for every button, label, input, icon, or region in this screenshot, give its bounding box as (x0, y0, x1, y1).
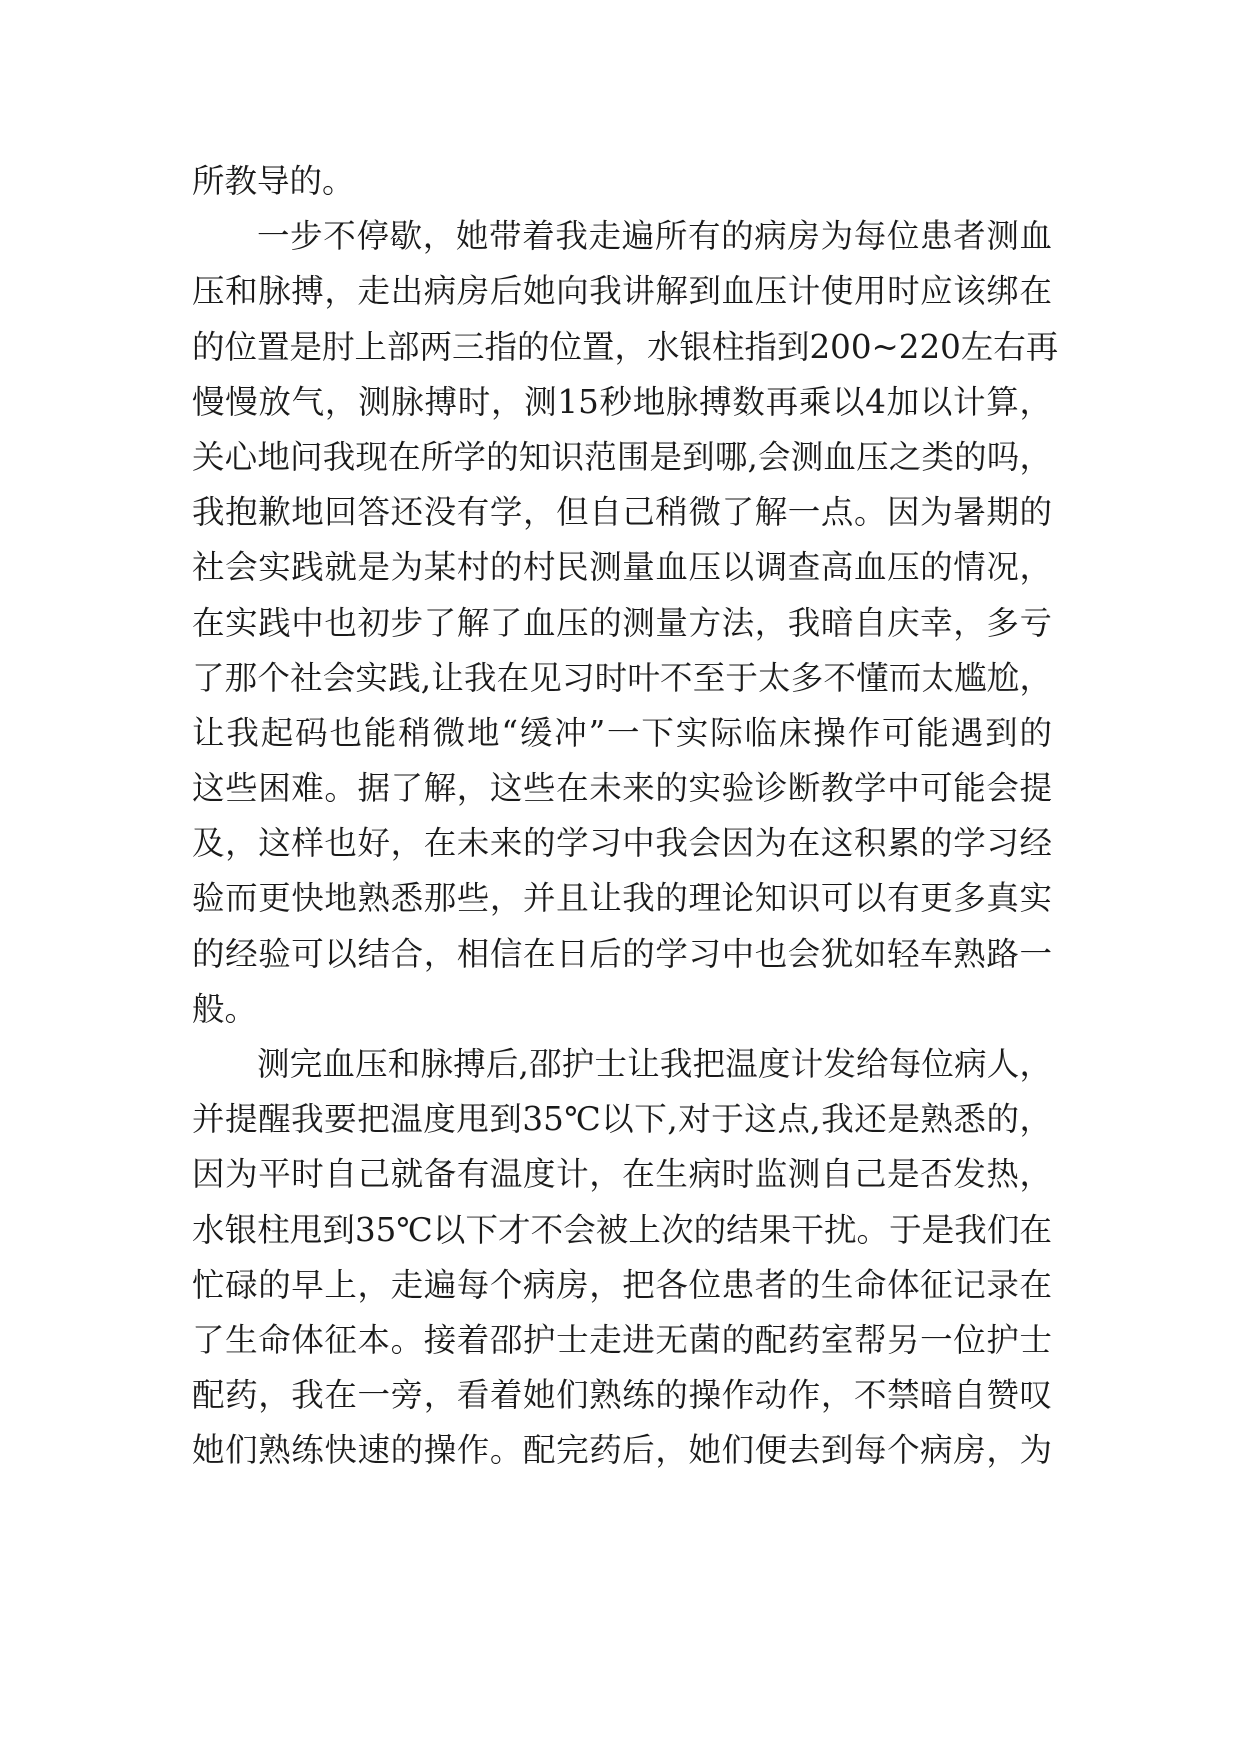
text-line-15: 的经验可以结合，相信在日后的学习中也会犹如轻车熟路一 (192, 934, 1052, 973)
body-text (192, 154, 1059, 1479)
text-line-16: 般。 (192, 989, 258, 1028)
text-line-11: 让我起码也能稍微地“缓冲”一下实际临床操作可能遇到的 (192, 713, 1052, 752)
text-line-2: 一步不停歇，她带着我走遍所有的病房为每位患者测血 (257, 217, 1052, 256)
text-line-9: 在实践中也初步了解了血压的测量方法，我暗自庆幸，多亏 (192, 603, 1052, 642)
text-line-13: 及，这样也好，在未来的学习中我会因为在这积累的学习经 (192, 824, 1052, 863)
text-line-3: 压和脉搏，走出病房后她向我讲解到血压计使用时应该绑在 (192, 272, 1052, 311)
text-line-20: 水银柱甩到35℃以下才不会被上次的结果干扰。于是我们在 (192, 1210, 1052, 1249)
text-line-21: 忙碌的早上，走遍每个病房，把各位患者的生命体征记录在 (192, 1265, 1052, 1304)
text-line-24: 她们熟练快速的操作。配完药后，她们便去到每个病房，为 (192, 1431, 1052, 1470)
text-line-7: 我抱歉地回答还没有学，但自己稍微了解一点。因为暑期的 (192, 493, 1052, 532)
text-line-5: 慢慢放气，测脉搏时，测15秒地脉搏数再乘以4加以计算， (192, 382, 1052, 421)
text-line-10: 了那个社会实践,让我在见习时叶不至于太多不懂而太尴尬， (192, 658, 1052, 697)
text-line-6: 关心地问我现在所学的知识范围是到哪,会测血压之类的吗， (192, 437, 1052, 476)
text-line-4: 的位置是肘上部两三指的位置，水银柱指到200~220左右再 (192, 327, 1059, 366)
text-line-14: 验而更快地熟悉那些，并且让我的理论知识可以有更多真实 (192, 879, 1052, 918)
text-line-12: 这些困难。据了解，这些在未来的实验诊断教学中可能会提 (192, 769, 1052, 808)
text-line-8: 社会实践就是为某村的村民测量血压以调查高血压的情况， (192, 548, 1052, 587)
text-line-22: 了生命体征本。接着邵护士走进无菌的配药室帮另一位护士 (192, 1320, 1052, 1359)
text-line-1: 所教导的。 (192, 162, 355, 200)
text-line-19: 因为平时自己就备有温度计，在生病时监测自己是否发热， (192, 1155, 1052, 1194)
text-line-17: 测完血压和脉搏后,邵护士让我把温度计发给每位病人， (257, 1045, 1052, 1083)
text-line-18: 并提醒我要把温度甩到35℃以下,对于这点,我还是熟悉的， (192, 1100, 1052, 1139)
text-line-23: 配药，我在一旁，看着她们熟练的操作动作，不禁暗自赞叹 (192, 1376, 1052, 1415)
